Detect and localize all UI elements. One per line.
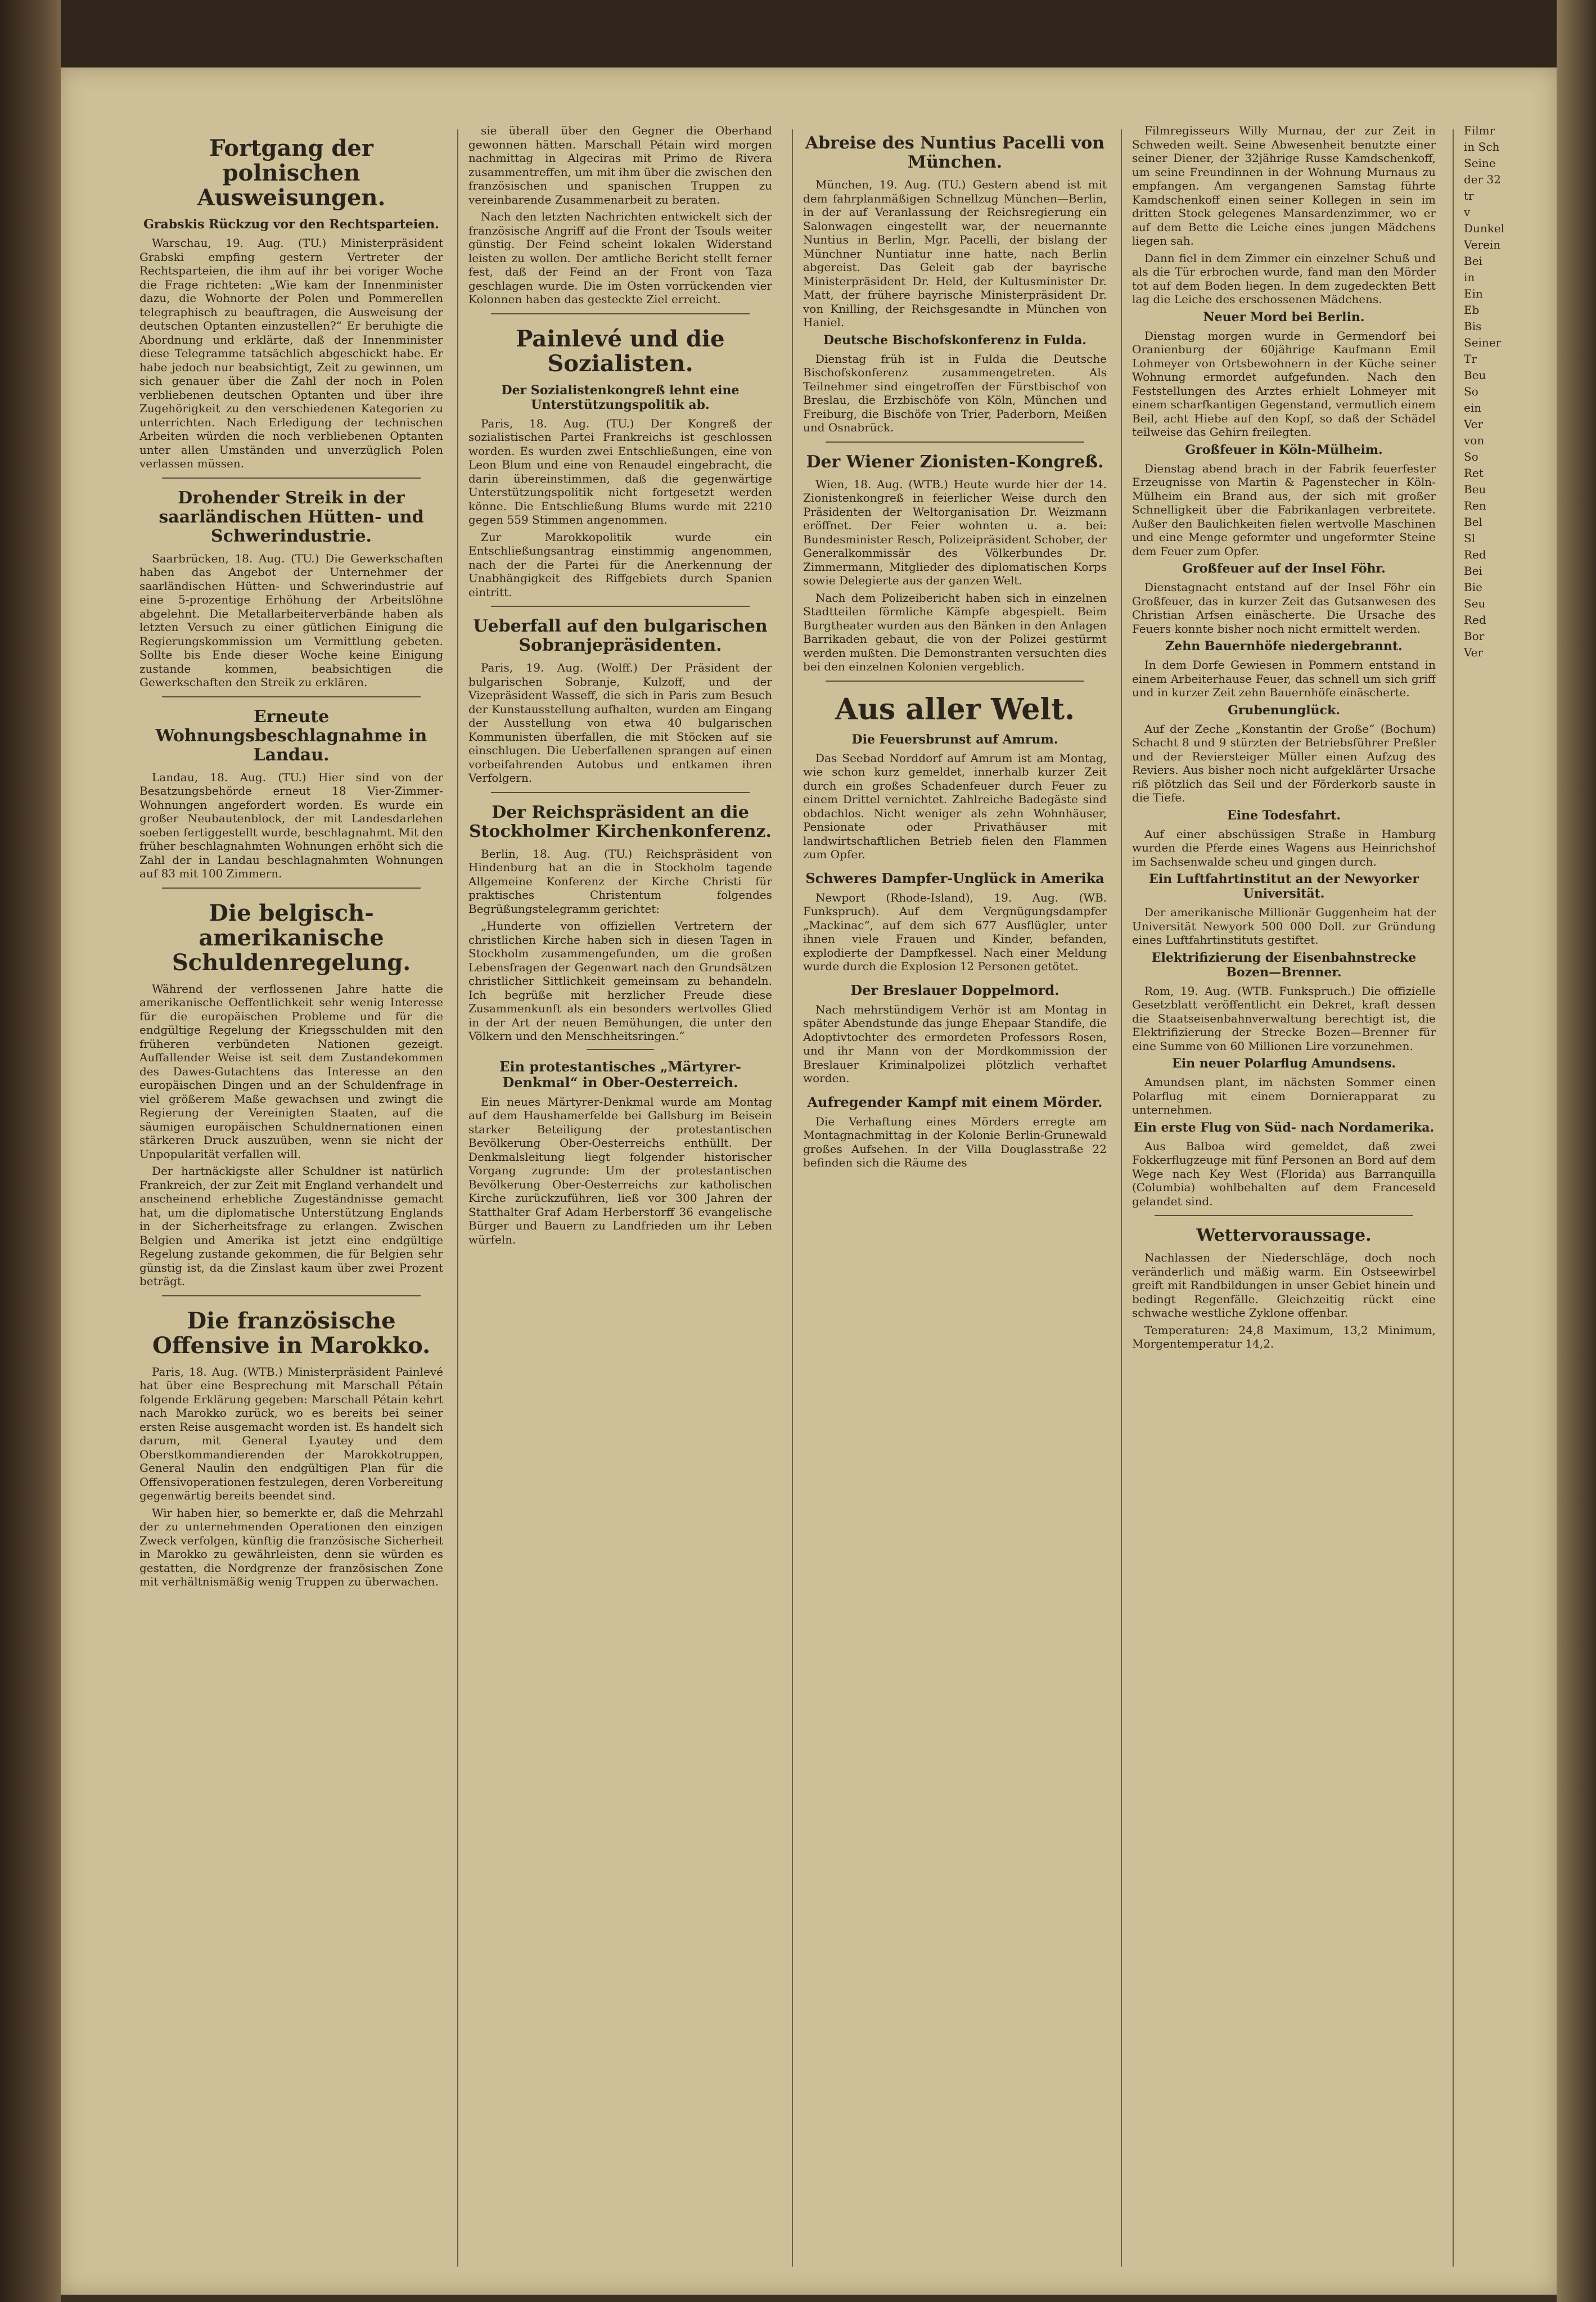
fragment-line: Bie <box>1464 580 1482 594</box>
column-5-fragment <box>1464 124 1548 2278</box>
paragraph: Berlin, 18. Aug. (TU.) Reichspräsident von Hindenburg hat an die in Stockholm tagende Allgemeine Konferenz der Kirche Christi für praktisches Christentum folgendes Begrüßungstelegramm gerichtet: <box>468 846 772 916</box>
paragraph: München, 19. Aug. (TU.) Gestern abend ist mit dem fahrplanmäßigen Schnellzug München—Berlin, in der auf Veranlassung der Reichsregierung ein Salonwagen eingestellt war, der neuernannte Nuntius in Berlin, Mgr. Pacelli, der bislang der Münchner Nuntiatur inne hatte, nach Berlin abgereist. Das Geleit gab der bayrische Ministerpräsident Dr. Held, der Kultusminister Dr. Matt, der frühere bayrische Ministerpräsident Dr. von Knilling, der Reichsgesandte in München von Haniel. <box>803 178 1107 329</box>
subheadline: Ein neuer Polarflug Amundsens. <box>1171 1056 1396 1071</box>
divider <box>491 792 750 793</box>
paragraph: Während der verflossenen Jahre hatte die amerikanische Oeffentlichkeit sehr wenig Interesse für die europäischen Probleme und für die endgültige Regelung der Kriegsschulden mit den früheren verbündeten Nationen gezeigt. Auffallender Weise ist seit dem Zustandekommen des Dawes-Gutachtens das Interesse an den europäischen Dingen und an der Schuldenfrage in viel größerem Maße gewachsen und zwingt die Regierung der Vereinigten Staaten, auf die säumigen europäischen Schuldnernationen einen stärkeren Druck auszuüben, wenn sie nicht der Unpopularität verfallen will. <box>139 981 443 1161</box>
scan-top-edge <box>61 0 1557 67</box>
subheadline: Die Feuersbrunst auf Amrum. <box>851 732 1058 747</box>
fragment-line: Verein <box>1464 238 1501 251</box>
fragment-line: Ren <box>1464 499 1486 512</box>
fragment-line: Seine <box>1464 156 1496 170</box>
column-rule <box>1121 129 1122 2267</box>
paragraph: Paris, 19. Aug. (Wolff.) Der Präsident der bulgarischen Sobranje, Kulzoff, und der Vizepräsident Wasseff, die sich in Paris zum Besuch der Kunstausstellung aufhalten, wurden am Eingang der Ausstellung von etwa 40 bulgarischen Kommunisten überfallen, die mit Stöcken auf sie einschlugen. Die Ueberfallenen sprangen auf einen vorbeifahrenden Autobus und entkamen ihren Verfolgern. <box>468 661 772 785</box>
paragraph: „Hunderte von offiziellen Vertretern der christlichen Kirche haben sich in diesen Tagen in Stockholm zusammengefunden, um die großen Lebensfragen der Gegenwart nach den Grundsätzen christlicher Sittlichkeit gemeinsam zu behandeln. Ich begrüße mit herzlicher Freude diese Zusammenkunft als ein besonders wertvolles Glied in der Art der neuen Bemühungen, die unter den Völkern und den Menschheitsringen.“ <box>468 919 772 1043</box>
subheadline: Deutsche Bischofskonferenz in Fulda. <box>823 332 1086 348</box>
paragraph: Filmregisseurs Willy Murnau, der zur Zeit in Schweden weilt. Seine Abwesenheit benutzte einer seiner Diener, der 32jährige Russe Kamdschenkoff, um seine Freundinnen in der Wohnung Murnaus zu empfangen. Am vergangenen Samstag führte Kamdschenkoff einen seiner Kollegen in sein im dritten Stock gelegenes Mansardenzimmer, wo er auf dem Bette die Leiche eines jungen Mädchens liegen sah. <box>1132 124 1436 247</box>
paragraph: Der amerikanische Millionär Guggenheim hat der Universität Newyork 500 000 Doll. zur Gründung eines Luftfahrtinstituts gestiftet. <box>1132 906 1436 947</box>
headline: Fortgang der polnischen Ausweisungen. <box>197 135 386 211</box>
paragraph: Die Verhaftung eines Mörders erregte am Montagnachmittag in der Kolonie Berlin-Grunewald großes Aufsehen. In der Villa Douglasstraße 22 befinden sich die Räume des <box>803 1114 1107 1169</box>
paragraph: sie überall über den Gegner die Oberhand gewonnen hätten. Marschall Pétain wird morgen nachmittag in Algeciras mit Primo de Rivera zusammentreffen, um mit ihm über die zwischen den französischen und spanischen Truppen zu vereinbarende Zusammenarbeit zu beraten. <box>468 124 772 206</box>
fragment-line: So <box>1464 450 1478 463</box>
paragraph: Nach mehrstündigem Verhör ist am Montag in später Abendstunde das junge Ehepaar Standife, die Adoptivtochter des ermordeten Professors Rosen, und ihr Mann von der Mordkommission der Breslauer Kriminalpolizei plötzlich verhaftet worden. <box>803 1002 1107 1085</box>
headline: Der Reichspräsident an die Stockholmer Kirchenkonferenz. <box>469 802 772 841</box>
paragraph: Zur Marokkopolitik wurde ein Entschließungsantrag einstimmig angenommen, nach der die Partei für die Anerkennung der Unabhängigkeit des Riffgebiets durch Spanien eintritt. <box>468 530 772 599</box>
divider <box>491 313 750 314</box>
fragment-line: Ver <box>1464 417 1484 431</box>
fragment-line: Red <box>1464 613 1486 627</box>
fragment-line: Ret <box>1464 466 1484 480</box>
paragraph: Auf der Zeche „Konstantin der Große“ (Bochum) Schacht 8 und 9 stürzten der Betriebsführer Preßler und der Reviersteiger Müller einen Aufzug des Reviers. Aus bisher noch nicht aufgeklärter Ursache riß plötzlich das Seil und der Förderkorb sauste in die Tiefe. <box>1132 722 1436 804</box>
fragment-line: Filmr <box>1464 124 1495 137</box>
fragment-line: v <box>1464 205 1471 219</box>
column-rule <box>792 129 793 2267</box>
paragraph: Dienstag früh ist in Fulda die Deutsche Bischofskonferenz zusammengetreten. Als Teilnehmer sind eingetroffen der Fürstbischof von Breslau, die Erzbischöfe von Köln, München und Freiburg, die Bischöfe von Trier, Paderborn, Meißen und Osnabrück. <box>803 352 1107 434</box>
headline: Drohender Streik in der saarländischen Hütten- und Schwerindustrie. <box>159 488 424 546</box>
subheadline: Grubenunglück. <box>1228 702 1340 718</box>
headline: Abreise des Nuntius Pacelli von München. <box>805 133 1105 172</box>
fragment-line: Bei <box>1464 254 1482 268</box>
paragraph: Saarbrücken, 18. Aug. (TU.) Die Gewerkschaften haben das Angebot der Unternehmer der saarländischen Hütten- und Schwerindustrie auf eine 5-prozentige Erhöhung der Arbeitslöhne abgelehnt. Die Metallarbeiterverbände haben als letzten Versuch zu einer gütlichen Einigung die Regierungskommission um Vermittlung gebeten. Sollte bis Ende dieser Woche keine Einigung zustande kommen, beabsichtigen die Gewerkschaften den Streik zu erklären. <box>139 551 443 689</box>
headline: Schweres Dampfer-Unglück in Amerika <box>805 870 1104 886</box>
subheadline: Großfeuer in Köln-Mülheim. <box>1185 442 1383 457</box>
fragment-line: Ein <box>1464 287 1483 300</box>
subheadline: Grabskis Rückzug vor den Rechtsparteien. <box>143 217 439 232</box>
fragment-line: ein <box>1464 401 1482 415</box>
subheadline: Zehn Bauernhöfe niedergebrannt. <box>1165 639 1403 654</box>
headline: Die französische Offensive in Marokko. <box>152 1307 431 1359</box>
paragraph: Dann fiel in dem Zimmer ein einzelner Schuß und als die Tür erbrochen wurde, fand man den Mörder tot auf dem Boden liegen. In dem zugedeckten Bett lag die Leiche des erschossenen Mädchens. <box>1132 251 1436 306</box>
fragment-line: der 32 <box>1464 173 1502 186</box>
paragraph: Rom, 19. Aug. (WTB. Funkspruch.) Die offizielle Gesetzblatt veröffentlicht ein Dekret, kraft dessen die Staatseisenbahnverwaltung berechtigt ist, die Elektrifizierung der Strecke Bozen—Brenner für eine Summe von 60 Millionen Lire vorzunehmen. <box>1132 984 1436 1053</box>
fragment-line: Bei <box>1464 564 1482 578</box>
divider <box>491 606 750 607</box>
section-heading: Aus aller Welt. <box>835 692 1075 727</box>
divider <box>162 477 421 479</box>
paragraph: Newport (Rhode-Island), 19. Aug. (WB. Funkspruch). Auf dem Vergnügungsdampfer „Mackinac“, auf dem sich 677 Ausflügler, unter ihnen viele Frauen und Kinder, befanden, explodierte der Dampfkessel. Nach einer Meldung wurde durch die Explosion 12 Personen getötet. <box>803 890 1107 973</box>
divider <box>826 681 1084 682</box>
fragment-line: Bor <box>1464 629 1485 643</box>
paragraph: Wien, 18. Aug. (WTB.) Heute wurde hier der 14. Zionistenkongreß in feierlicher Weise durch den Präsidenten der Weltorganisation Dr. Weizmann eröffnet. Der Feier wohnten u. a. bei: Bundesminister Resch, Polizeipräsident Schober, der Generalkommissär des Völkerbundes Dr. Zimmermann, Mitglieder des diplomatischen Korps sowie Delegierte aus der ganzen Welt. <box>803 477 1107 587</box>
fragment-line: Seiner <box>1464 336 1502 349</box>
column-1 <box>139 124 443 2278</box>
subheadline: Eine Todesfahrt. <box>1227 808 1341 823</box>
book-binding <box>0 0 61 2302</box>
headline: Ueberfall auf den bulgarischen Sobranjepräsidenten. <box>473 616 768 655</box>
paragraph: Aus Balboa wird gemeldet, daß zwei Fokkerflugzeuge mit fünf Personen an Bord auf dem Wege nach Key West (Florida) aus Barranquilla (Columbia) wohlbehalten auf dem Franceseld gelandet sind. <box>1132 1139 1436 1208</box>
newspaper-page <box>61 67 1557 2295</box>
column-3 <box>803 124 1107 2278</box>
fragment-line: in Sch <box>1464 140 1500 154</box>
divider <box>1155 1215 1413 1216</box>
paragraph: Paris, 18. Aug. (TU.) Der Kongreß der sozialistischen Partei Frankreichs ist geschlossen worden. Es wurden zwei Entschließungen, eine von Leon Blum und eine von Renaudel eingebracht, die darin übereinstimmen, daß die gegenwärtige Unterstützungspolitik nicht fortgesetzt werden könne. Die Entschließung Blums wurde mit 2210 gegen 559 Stimmen angenommen. <box>468 416 772 526</box>
paragraph: Das Seebad Norddorf auf Amrum ist am Montag, wie schon kurz gemeldet, innerhalb kurzer Zeit durch ein großes Schadenfeuer durch Feuer zu einem Drittel vernichtet. Zahlreiche Badegäste sind obdachlos. Nicht weniger als zehn Wohnhäuser, Pensionate oder Privathäuser mit landwirtschaftlichen Betrieb fielen den Flammen zum Opfer. <box>803 751 1107 861</box>
subheadline: Großfeuer auf der Insel Föhr. <box>1182 561 1386 576</box>
column-rule <box>1453 129 1454 2267</box>
fragment-line: Sl <box>1464 531 1476 545</box>
scan-right-edge <box>1557 0 1596 2302</box>
paragraph: Nach dem Polizeibericht haben sich in einzelnen Stadtteilen förmliche Kämpfe abgespielt. Beim Burgtheater wurden aus den Bänken in den Anlagen Barrikaden gebaut, die von der Polizei gestürmt werden mußten. Die Demonstranten versuchten dies bei den einzelnen Kolonien vergeblich. <box>803 591 1107 673</box>
paragraph: Ein neues Märtyrer-Denkmal wurde am Montag auf dem Haushamerfelde bei Gallsburg im Beisein starker Beteiligung der protestantischen Bevölkerung Ober-Oesterreichs enthüllt. Der Denkmalsleitung liegt folgender historischer Vorgang zugrunde: Um der protestantischen Bevölkerung Ober-Oesterreichs zur katholischen Kirche zurückzuführen, ließ vor 300 Jahren der Statthalter Graf Adam Herberstorff 36 evangelische Bürger und Bauern zu Landfrieden um ihr Leben würfeln. <box>468 1094 772 1246</box>
fragment-line: Tr <box>1464 352 1477 366</box>
fragment-line: von <box>1464 434 1485 447</box>
headline: Wettervoraussage. <box>1196 1226 1372 1245</box>
paragraph: Temperaturen: 24,8 Maximum, 13,2 Minimum, Morgentemperatur 14,2. <box>1132 1323 1436 1350</box>
subheadline: Elektrifizierung der Eisenbahnstrecke Bozen—Brenner. <box>1151 950 1417 980</box>
paragraph: Dienstag abend brach in der Fabrik feuerfester Erzeugnisse von Martin & Pagenstecher in Köln-Mülheim ein Brand aus, der sich mit großer Schnelligkeit über die Fabrikanlagen verbreitete. Außer den Baulichkeiten fielen wertvolle Maschinen und eine Menge geformter und ungeformter Steine dem Feuer zum Opfer. <box>1132 461 1436 558</box>
headline: Erneute Wohnungsbeschlagnahme in Landau. <box>155 706 427 765</box>
paragraph: In dem Dorfe Gewiesen in Pommern entstand in einem Arbeiterhause Feuer, das schnell um sich griff und in kurzer Zeit zehn Bauernhöfe einäscherte. <box>1132 658 1436 699</box>
column-rule <box>457 129 458 2267</box>
subheadline: Der Sozialistenkongreß lehnt eine Unterstützungspolitik ab. <box>501 382 740 412</box>
fragment-line: Bel <box>1464 515 1482 529</box>
divider <box>162 1295 421 1296</box>
paragraph: Wir haben hier, so bemerkte er, daß die Mehrzahl der zu unternehmenden Operationen den einzigen Zweck verfolgen, künftig die französische Sicherheit in Marokko zu gewährleisten, denn sie würden es gestatten, die Nordgrenze der französischen Zone mit verhältnismäßig wenig Truppen zu überwachen. <box>139 1506 443 1588</box>
fragment-line: Red <box>1464 548 1486 561</box>
fragment-line: Eb <box>1464 303 1480 317</box>
headline: Der Wiener Zionisten-Kongreß. <box>806 452 1104 472</box>
headline: Painlevé und die Sozialisten. <box>516 325 725 377</box>
divider <box>587 1049 654 1050</box>
paragraph: Nach den letzten Nachrichten entwickelt sich der französische Angriff auf die Front der Tsouls weiter günstig. Der Feind scheint lokalen Widerstand leisten zu wollen. Der amtliche Bericht stellt ferner fest, daß der Feind an der Front von Taza geschlagen wurde. Die im Osten vorrückenden vier Kolonnen haben das gesteckte Ziel erreicht. <box>468 210 772 306</box>
fragment-line: Bis <box>1464 319 1482 333</box>
paragraph: Amundsen plant, im nächsten Sommer einen Polarflug mit einem Dornierapparat zu unternehmen. <box>1132 1075 1436 1116</box>
paragraph: Dienstag morgen wurde in Germendorf bei Oranienburg der 60jährige Kaufmann Emil Lohmeyer von Ortsbewohnern in der Küche seiner Wohnung ermordet aufgefunden. Nach den Feststellungen des Arztes erhielt Lohmeyer mit einem scharfkantigen Gegenstand, vermutlich einem Beil, acht Hiebe auf den Kopf, so daß der Schädel teilweise das Gehirn freilegten. <box>1132 328 1436 439</box>
paragraph: Dienstagnacht entstand auf der Insel Föhr ein Großfeuer, das in kurzer Zeit das Gutsanwesen des Christian Arfsen einäscherte. Die Ursache des Feuers konnte bisher noch nicht ermittelt werden. <box>1132 580 1436 636</box>
paragraph: Landau, 18. Aug. (TU.) Hier sind von der Besatzungsbehörde erneut 18 Vier-Zimmer-Wohnungen angefordert worden. Es wurde ein großer Neubautenblock, der mit Landesdarlehen soeben fertiggestellt wurde, beschlagnahmt. Mit den früher beschlagnahmten Wohnungen erhöht sich die Zahl der in Landau beschlagnahmten Wohnungen auf 83 mit 100 Zimmern. <box>139 770 443 880</box>
fragment-line: Dunkel <box>1464 222 1505 235</box>
fragment-line: Seu <box>1464 597 1486 610</box>
paragraph: Auf einer abschüssigen Straße in Hamburg wurden die Pferde eines Wagens aus Heinrichshof im Sachsenwalde scheu und gingen durch. <box>1132 827 1436 868</box>
divider <box>162 888 421 889</box>
headline: Die belgisch-amerikanische Schuldenregelung. <box>172 899 411 976</box>
fragment-line: Beu <box>1464 368 1486 382</box>
subheadline: Neuer Mord bei Berlin. <box>1203 309 1365 325</box>
paragraph: Der hartnäckigste aller Schuldner ist natürlich Frankreich, der zur Zeit mit England verhandelt und anscheinend erhebliche Zugeständnisse gemacht hat, um die diplomatische Unterstützung Englands in der Sicherheitsfrage zu erlangen. Zwischen Belgien und Amerika ist jetzt eine endgültige Regelung zustande gekommen, die für Belgien sehr günstig ist, da die Zinslast kaum über zwei Prozent beträgt. <box>139 1164 443 1288</box>
headline: Aufregender Kampf mit einem Mörder. <box>807 1093 1103 1110</box>
fragment-line: Beu <box>1464 483 1486 496</box>
fragment-line: Ver <box>1464 646 1484 659</box>
headline: Ein protestantisches „Märtyrer-Denkmal“ in Ober-Oesterreich. <box>499 1058 741 1091</box>
divider <box>826 442 1084 443</box>
subheadline: Ein Luftfahrtinstitut an der Newyorker Universität. <box>1148 872 1419 901</box>
paragraph: Nachlassen der Niederschläge, doch noch veränderlich und mäßig warm. Ein Ostseewirbel greift mit Randbildungen in unser Gebiet hinein und bedingt Regenfälle. Gleichzeitig rückt eine schwache westliche Zyklone offenbar. <box>1132 1251 1436 1319</box>
divider <box>162 696 421 697</box>
headline: Der Breslauer Doppelmord. <box>850 981 1060 998</box>
fragment-line: tr <box>1464 189 1474 202</box>
column-2 <box>468 124 772 2278</box>
paragraph: Warschau, 19. Aug. (TU.) Ministerpräsident Grabski empfing gestern Vertreter der Rechtsparteien, die ihm auf ihr bei voriger Woche die Frage richteten: „Wie kam der Innenminister dazu, die Wohnorte der Polen und Pommerellen telegraphisch zu beauftragen, die Ausweisung der deutschen Optanten einzustellen?“ Er beruhigte die Abordnung und erklärte, daß der Innenminister diese Telegramme tatsächlich abgeschickt habe. Er habe jedoch nur beabsichtigt, Zeit zu gewinnen, um sich genauer über die Zahl der noch in Polen verbliebenen deutschen Optanten und über ihre Zugehörigkeit zu den verschiedenen Kategorien zu unterrichten. Nach Erledigung der technischen Arbeiten würden die noch verbliebenen Optanten unter allen Umständen und unverzüglich Polen verlassen müssen. <box>139 236 443 470</box>
fragment-line: So <box>1464 385 1478 398</box>
fragment-line: in <box>1464 271 1475 284</box>
subheadline: Ein erste Flug von Süd- nach Nordamerika. <box>1133 1120 1435 1135</box>
column-4 <box>1132 124 1436 2278</box>
paragraph: Paris, 18. Aug. (WTB.) Ministerpräsident Painlevé hat über eine Besprechung mit Marschall Pétain folgende Erklärung gegeben: Marschall Pétain kehrt nach Marokko zurück, wo es bereits bei seiner ersten Reise ausgemacht worden ist. Es handelt sich darum, mit General Lyautey und dem Oberstkommandierenden der Marokkotruppen, General Naulin den endgültigen Plan für die Offensivoperationen festzulegen, deren Vorbereitung gegenwärtig bereits beendet sind. <box>139 1364 443 1502</box>
